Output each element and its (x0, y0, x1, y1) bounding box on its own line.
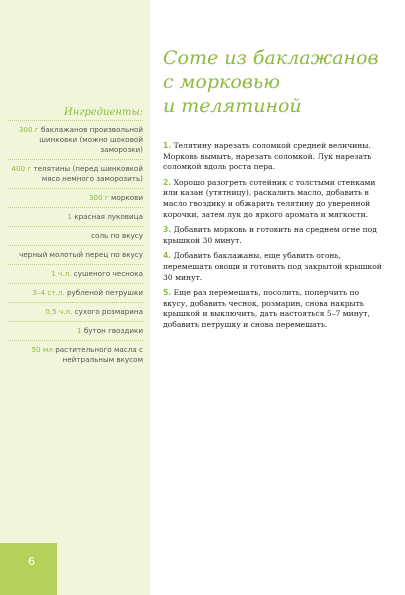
ingredient-text: растительного масла с нейтральным вкусом (55, 345, 143, 364)
step-text: Телятину нарезать соломкой средней величины. Морковь вымыть, нарезать соломкой. Лук нарезать соломкой вдоль роста пера. (163, 141, 372, 172)
ingredient-qty: 3–4 ст.л. (32, 288, 65, 297)
ingredient-item (8, 321, 143, 340)
ingredient-text: рубленой петрушки (66, 288, 143, 297)
ingredient-text: красная луковица (74, 212, 143, 221)
ingredient-item (8, 264, 143, 283)
ingredient-item (8, 207, 143, 226)
ingredient-text: моркови (110, 193, 143, 202)
step-number: 4. (163, 251, 172, 261)
recipe-step (163, 251, 383, 283)
ingredient-item (8, 340, 143, 369)
ingredient-text: баклажанов произвольной шинковки (можно шоковой заморозки) (39, 125, 143, 154)
recipe-title-line: и телятиной (163, 95, 302, 117)
recipe-step (163, 178, 383, 220)
recipe-step (163, 225, 383, 246)
recipe-steps (163, 141, 383, 336)
step-number: 5. (163, 288, 172, 298)
step-text: Добавить морковь и готовить на среднем огне под крышкой 30 минут. (163, 225, 377, 245)
step-text: Хорошо разогреть сотейник с толстыми стенками или казан (утятницу), раскалить масло, добавить в масло гвоздику и обжарить телятину до уверенной корочки, затем лук до яркого аромата и мягкости. (163, 177, 376, 219)
step-text: Еще раз перемешать, посолить, поперчить по вкусу, добавить чеснок, розмарин, снова накрыть крышкой и выключить, дать настояться 5–7 минут, добавить петрушку и снова перемешать. (163, 288, 370, 329)
ingredient-qty: 50 мл (31, 345, 53, 354)
recipe-title (163, 46, 393, 118)
ingredients-list (8, 120, 143, 369)
step-number: 2. (163, 177, 172, 187)
recipe-title-line: Соте из баклажанов (163, 47, 379, 69)
ingredient-qty: 400 г (11, 164, 32, 173)
ingredient-qty: 1 (76, 326, 82, 335)
ingredient-item (8, 159, 143, 188)
recipe-step (163, 141, 383, 173)
ingredient-item (8, 120, 143, 159)
ingredient-item (8, 302, 143, 321)
ingredient-text: сушеного чеснока (73, 269, 143, 278)
ingredient-text: телятины (перед шинковкой мясо немного заморозить) (33, 164, 143, 183)
recipe-step (163, 288, 383, 330)
ingredient-qty: 1 (67, 212, 72, 221)
ingredient-text: черный молотый перец по вкусу (19, 250, 143, 259)
ingredients-heading: Ингредиенты: (64, 107, 143, 118)
recipe-title-line: с морковью (163, 71, 280, 93)
ingredient-qty: 300 г (88, 193, 109, 202)
ingredient-text: сухого розмарина (74, 307, 143, 316)
ingredient-qty: 300 г (18, 125, 39, 134)
ingredient-item (8, 245, 143, 264)
step-number: 1. (163, 141, 172, 150)
ingredient-text: бутон гвоздики (83, 326, 143, 335)
ingredient-item (8, 226, 143, 245)
page-number: 6 (28, 555, 35, 568)
page-number-box (0, 543, 57, 595)
step-number: 3. (163, 225, 172, 235)
step-text: Добавить баклажаны, еще убавить огонь, перемешать овощи и готовить под закрытой крышкой 30 минут. (163, 251, 382, 282)
ingredient-text: соль по вкусу (91, 231, 143, 240)
ingredient-item (8, 188, 143, 207)
ingredient-qty: 0,5 ч.л. (45, 307, 73, 316)
ingredient-item (8, 283, 143, 302)
ingredient-qty: 1 ч.л. (51, 269, 72, 278)
